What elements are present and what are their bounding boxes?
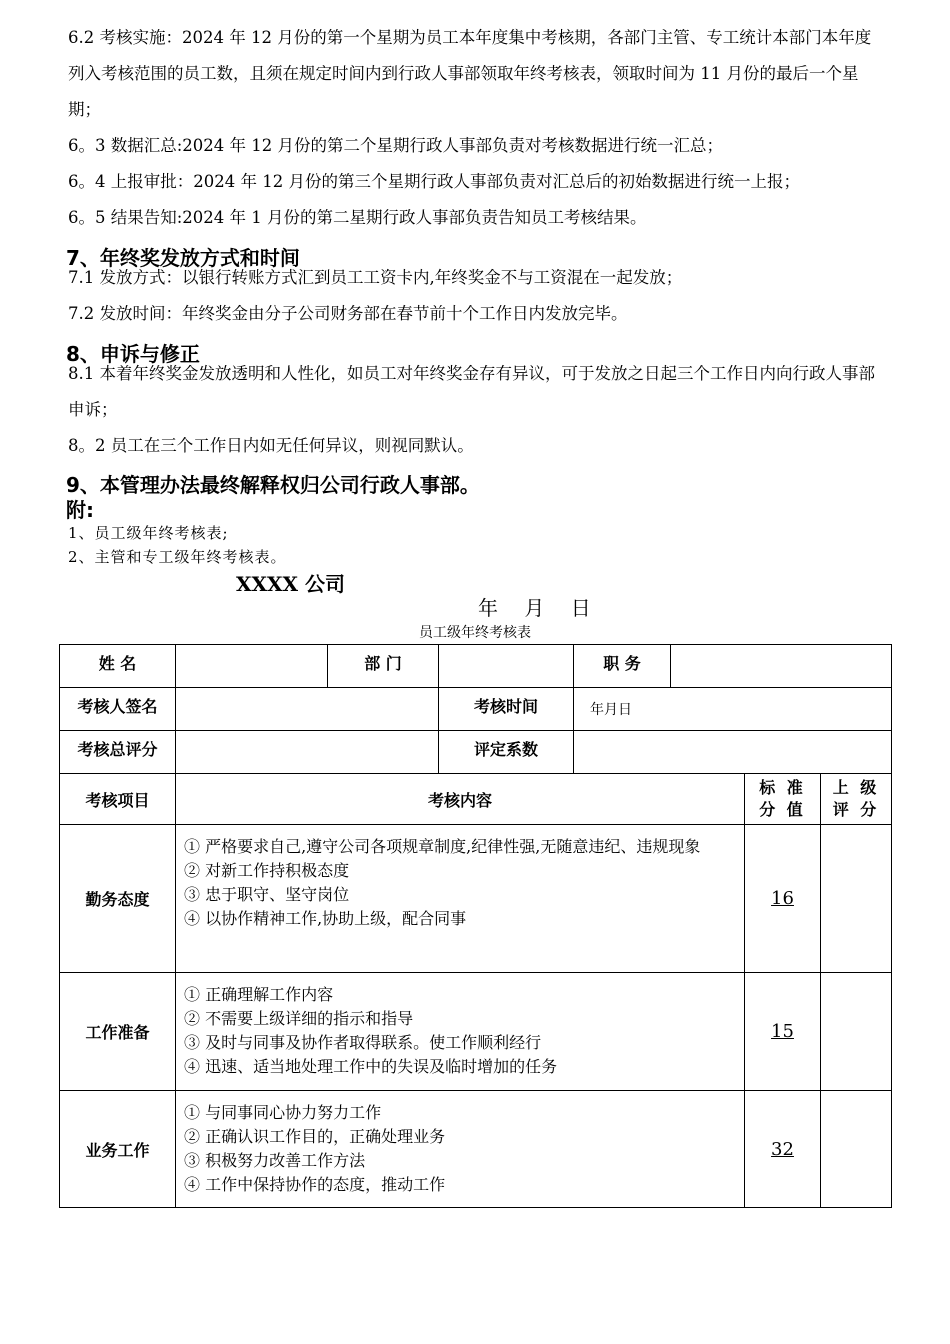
appendix-item-1: 1、员工级年终考核表; — [68, 524, 229, 542]
coefficient-label: 评定系数 — [439, 731, 574, 774]
content-line: ② 不需要上级详细的指示和指导 — [184, 1009, 414, 1028]
form-row-name — [60, 645, 892, 688]
paragraph-7-2: 7.2 发放时间：年终奖金由分子公司财务部在春节前十个工作日内发放完毕。 — [68, 304, 628, 323]
paragraph-6-3: 6。3 数据汇总:2024 年 12 月份的第二个星期行政人事部负责对考核数据进行统一汇总； — [68, 136, 724, 155]
content-line: ① 与同事同心协力努力工作 — [184, 1103, 382, 1122]
date-line: 年 月 日 — [478, 596, 593, 620]
content-line: ③ 积极努力改善工作方法 — [184, 1151, 366, 1170]
paragraph-6-4: 6。4 上报审批：2024 年 12 月份的第三个星期行政人事部负责对汇总后的初始数据进行统一上报； — [68, 172, 800, 191]
paragraph-8-2: 8。2 员工在三个工作日内如无任何异议，则视同默认。 — [68, 436, 474, 455]
column-header-standard-score — [745, 774, 821, 825]
assessor-label: 考核人签名 — [60, 688, 176, 731]
section-9-heading: 9、本管理办法最终解释权归公司行政人事部。 — [66, 473, 480, 497]
assessment-form-table — [59, 644, 892, 1208]
assessment-content — [176, 1091, 745, 1208]
name-field[interactable] — [176, 645, 328, 688]
form-header-row — [60, 774, 892, 825]
standard-score-value: 15 — [745, 973, 821, 1091]
assessment-content — [176, 825, 745, 973]
coefficient-field[interactable] — [574, 731, 892, 774]
table-row — [60, 1091, 892, 1208]
assessment-item-label: 业务工作 — [60, 1091, 176, 1208]
position-label: 职 务 — [574, 645, 671, 688]
supervisor-score-line-1: 上 级 — [832, 778, 880, 797]
column-header-item: 考核项目 — [60, 774, 176, 825]
form-row-total — [60, 731, 892, 774]
form-row-assessor — [60, 688, 892, 731]
content-line: ② 对新工作持积极态度 — [184, 861, 350, 880]
total-score-field[interactable] — [176, 731, 439, 774]
dept-label: 部 门 — [328, 645, 439, 688]
standard-score-line-2: 分 值 — [759, 800, 806, 819]
table-row — [60, 973, 892, 1091]
standard-score-value: 32 — [745, 1091, 821, 1208]
content-line: ④ 工作中保持协作的态度，推动工作 — [184, 1175, 446, 1194]
appendix-heading: 附: — [66, 498, 94, 522]
name-label: 姓 名 — [60, 645, 176, 688]
content-line: ② 正确认识工作目的，正确处理业务 — [184, 1127, 446, 1146]
column-header-supervisor-score — [821, 774, 892, 825]
paragraph-6-2: 6.2 考核实施：2024 年 12 月份的第一个星期为员工本年度集中考核期，各部门主管、专工统计本部门本年度列入考核范围的员工数，且须在规定时间内到行政人事部领取年终考核表，领取时间为 11 月份的最后一个星期； — [68, 28, 872, 119]
content-line: ③ 及时与同事及协作者取得联系。使工作顺利经行 — [184, 1033, 542, 1052]
total-score-label: 考核总评分 — [60, 731, 176, 774]
standard-score-line-1: 标 准 — [759, 778, 806, 797]
section-8-heading: 8、申诉与修正 — [66, 342, 200, 366]
content-line: ④ 迅速、适当地处理工作中的失误及临时增加的任务 — [184, 1057, 558, 1076]
position-field[interactable] — [671, 645, 892, 688]
section-7-heading: 7、年终奖发放方式和时间 — [66, 246, 300, 270]
company-name: XXXX 公司 — [236, 572, 346, 596]
supervisor-score-line-2: 评 分 — [832, 800, 880, 819]
dept-field[interactable] — [439, 645, 574, 688]
supervisor-score-field[interactable] — [821, 1091, 892, 1208]
assessor-field[interactable] — [176, 688, 439, 731]
assessment-item-label: 勤务态度 — [60, 825, 176, 973]
table-row — [60, 825, 892, 973]
form-title: 员工级年终考核表 — [419, 625, 531, 641]
assessment-item-label: 工作准备 — [60, 973, 176, 1091]
time-label: 考核时间 — [439, 688, 574, 731]
supervisor-score-field[interactable] — [821, 825, 892, 973]
content-line: ① 严格要求自己,遵守公司各项规章制度,纪律性强,无随意违纪、违规现象 — [184, 837, 701, 856]
paragraph-7-1: 7.1 发放方式：以银行转账方式汇到员工工资卡内,年终奖金不与工资混在一起发放； — [68, 268, 683, 287]
standard-score-value: 16 — [745, 825, 821, 973]
time-value[interactable]: 年月日 — [574, 688, 892, 731]
supervisor-score-field[interactable] — [821, 973, 892, 1091]
content-line: ④ 以协作精神工作,协助上级，配合同事 — [184, 909, 467, 928]
column-header-content: 考核内容 — [176, 774, 745, 825]
appendix-item-2: 2、主管和专工级年终考核表。 — [68, 548, 287, 566]
assessment-content — [176, 973, 745, 1091]
content-line: ③ 忠于职守、坚守岗位 — [184, 885, 350, 904]
content-line: ① 正确理解工作内容 — [184, 985, 334, 1004]
paragraph-8-1: 8.1 本着年终奖金发放透明和人性化，如员工对年终奖金存有异议，可于发放之日起三个工作日内向行政人事部申诉； — [68, 364, 875, 419]
paragraph-6-5: 6。5 结果告知:2024 年 1 月份的第二星期行政人事部负责告知员工考核结果。 — [68, 208, 647, 227]
